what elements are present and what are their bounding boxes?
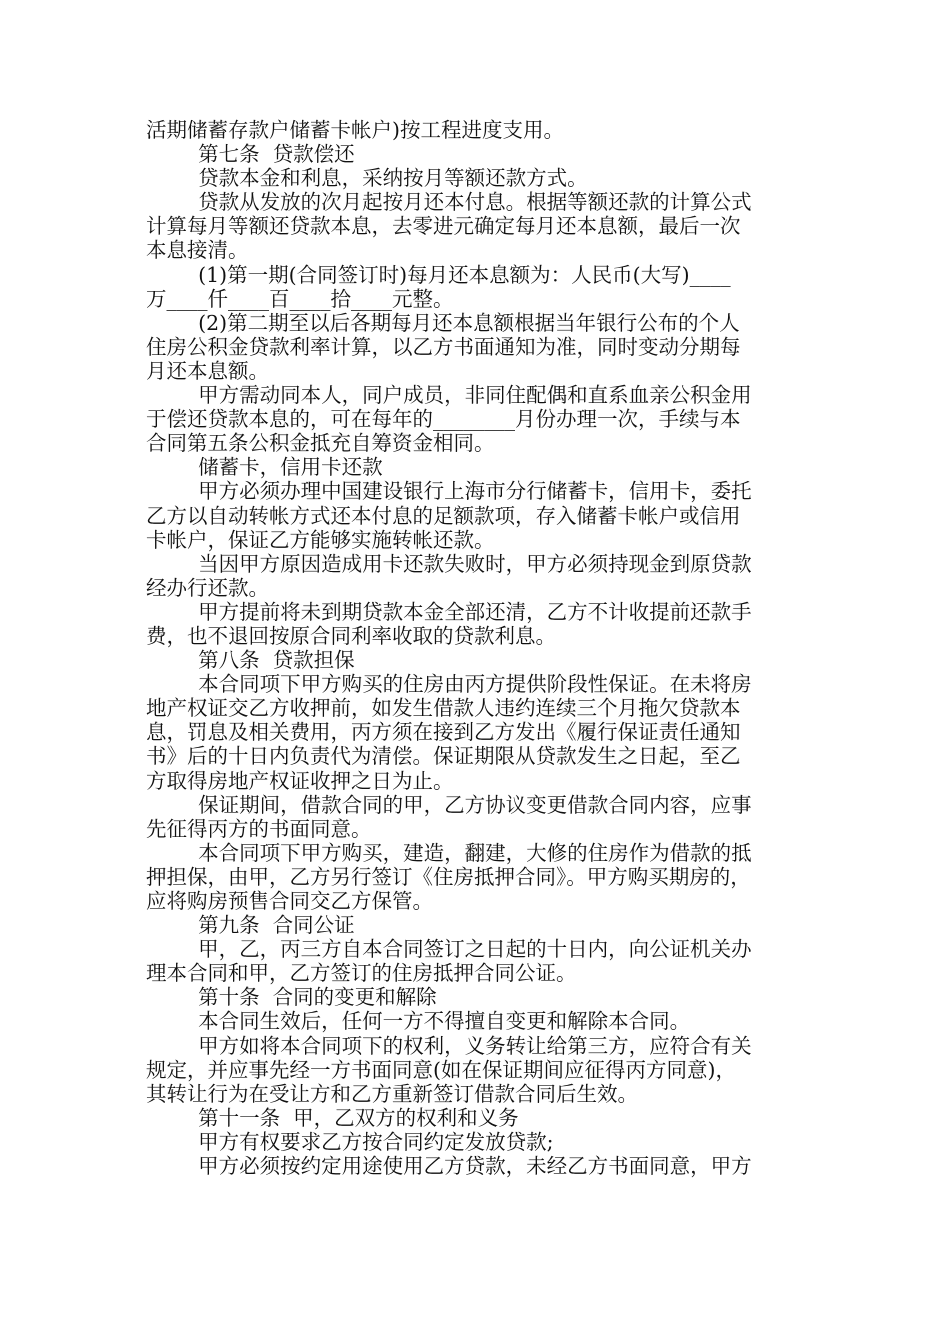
text-line: 当因甲方原因造成用卡还款失败时，甲方必须持现金到原贷款 <box>146 551 752 576</box>
section-heading: 第十条 合同的变更和解除 <box>146 985 437 1010</box>
text-line: 计算每月等额还贷款本息，去零进元确定每月还本息额，最后一次 <box>146 214 741 239</box>
text-line: 月还本息额。 <box>146 358 269 383</box>
text-line: (1)第一期(合同签订时)每月还本息额为：人民币(大写)____ <box>146 262 731 287</box>
text-line: 先征得丙方的书面同意。 <box>146 816 372 841</box>
text-line: 甲方必须办理中国建设银行上海市分行储蓄卡，信用卡，委托 <box>146 479 752 504</box>
text-line: 甲方有权要求乙方按合同约定发放贷款; <box>146 1129 554 1154</box>
text-line: 甲方必须按约定用途使用乙方贷款，未经乙方书面同意，甲方 <box>146 1154 752 1179</box>
text-line: 活期储蓄存款户储蓄卡帐户)按工程进度支用。 <box>146 118 564 142</box>
text-line: 住房公积金贷款利率计算，以乙方书面通知为准，同时变动分期每 <box>146 334 741 359</box>
text-line: 甲方提前将未到期贷款本金全部还清，乙方不计收提前还款手 <box>146 599 752 624</box>
text-line: 费，也不退回按原合同利率收取的贷款利息。 <box>146 623 556 648</box>
section-heading: 第十一条 甲，乙双方的权利和义务 <box>146 1105 519 1130</box>
text-line: (2)第二期至以后各期每月还本息额根据当年银行公布的个人 <box>146 310 740 335</box>
text-line: 万____仟____百____拾____元整。 <box>146 286 454 311</box>
text-line: 甲，乙，丙三方自本合同签订之日起的十日内，向公证机关办 <box>146 937 752 962</box>
text-line: 甲方如将本合同项下的权利，义务转让给第三方，应符合有关 <box>146 1033 752 1058</box>
text-line: 本合同生效后，任何一方不得擅自变更和解除本合同。 <box>146 1009 691 1034</box>
sub-heading: 储蓄卡，信用卡还款 <box>146 455 383 480</box>
text-line: 乙方以自动转帐方式还本付息的足额款项，存入储蓄卡帐户或信用 <box>146 503 741 528</box>
text-line: 合同第五条公积金抵充自筹资金相同。 <box>146 431 495 456</box>
text-line: 甲方需动同本人，同户成员，非同住配偶和直系血亲公积金用 <box>146 383 752 408</box>
text-line: 书》后的十日内负责代为清偿。保证期限从贷款发生之日起，至乙 <box>146 744 741 769</box>
text-line: 于偿还贷款本息的，可在每年的________月份办理一次，手续与本 <box>146 407 741 432</box>
text-line: 其转让行为在受让方和乙方重新签订借款合同后生效。 <box>146 1081 638 1106</box>
text-line: 本合同项下甲方购买，建造，翻建，大修的住房作为借款的抵 <box>146 840 752 865</box>
text-line: 规定，并应事先经一方书面同意(如在保证期间应征得丙方同意)， <box>146 1057 736 1082</box>
text-line: 经办行还款。 <box>146 575 269 600</box>
text-line: 保证期间，借款合同的甲，乙方协议变更借款合同内容，应事 <box>146 792 752 817</box>
document-page <box>146 118 816 1178</box>
section-heading: 第九条 合同公证 <box>146 913 355 938</box>
section-heading: 第八条 贷款担保 <box>146 648 355 673</box>
text-line: 押担保，由甲，乙方另行签订《住房抵押合同》。甲方购买期房的， <box>146 864 751 889</box>
text-line: 本合同项下甲方购买的住房由丙方提供阶段性保证。在未将房 <box>146 672 752 697</box>
text-line: 息，罚息及相关费用，丙方须在接到乙方发出《履行保证责任通知 <box>146 720 741 745</box>
text-line: 贷款从发放的次月起按月还本付息。根据等额还款的计算公式 <box>146 190 752 215</box>
text-line: 本息接清。 <box>146 238 249 263</box>
text-line: 卡帐户，保证乙方能够实施转帐还款。 <box>146 527 495 552</box>
text-line: 方取得房地产权证收押之日为止。 <box>146 768 454 793</box>
text-line: 应将购房预售合同交乙方保管。 <box>146 889 433 913</box>
text-line: 理本合同和甲，乙方签订的住房抵押合同公证。 <box>146 961 577 986</box>
section-heading: 第七条 贷款偿还 <box>146 142 355 167</box>
text-line: 贷款本金和利息，采纳按月等额还款方式。 <box>146 166 588 191</box>
text-line: 地产权证交乙方收押前，如发生借款人违约连续三个月拖欠贷款本 <box>146 696 741 721</box>
